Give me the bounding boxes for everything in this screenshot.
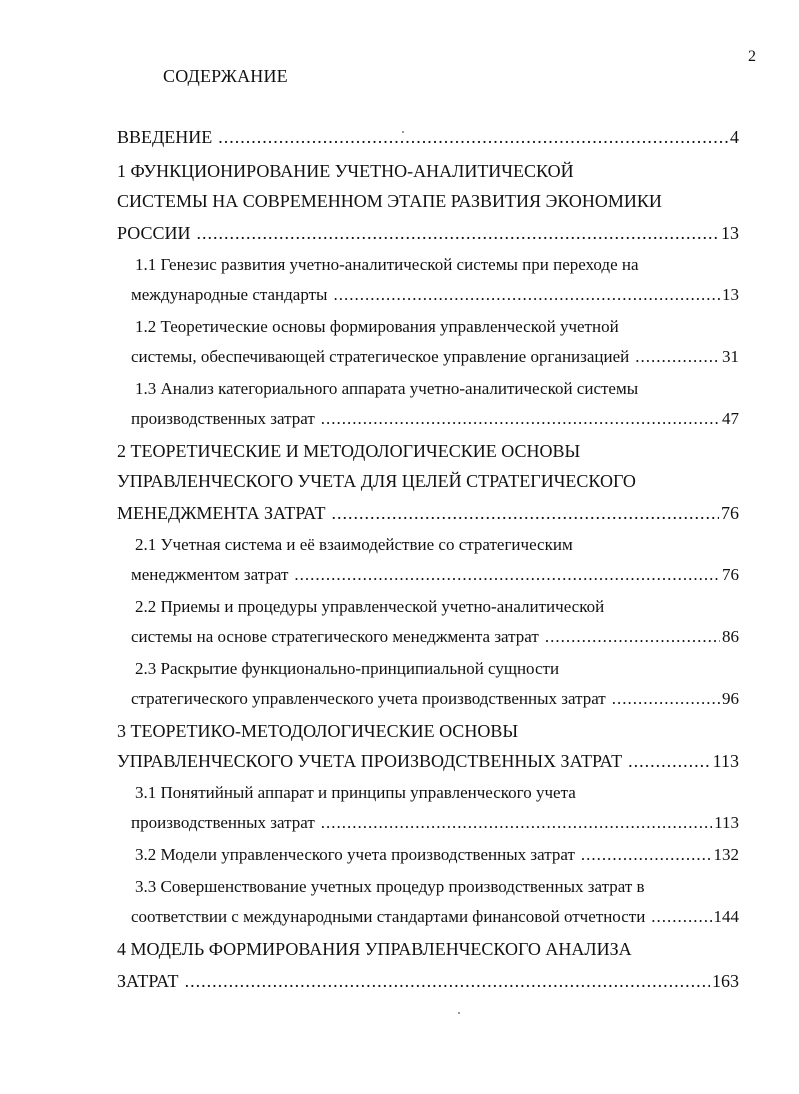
toc-section-1-1-line-1[interactable]: 1.1 Генезис развития учетно-аналитической системы при переходе на [135, 255, 639, 274]
toc-entry-text: МЕНЕДЖМЕНТА ЗАТРАТ [117, 503, 326, 523]
page-number: 2 [748, 48, 756, 65]
toc-page-number: 113 [714, 813, 739, 832]
toc-page-number: 132 [713, 845, 739, 864]
dot-leader [185, 966, 710, 996]
toc-section-3-3-line-1[interactable]: 3.3 Совершенствование учетных процедур производственных затрат в [135, 877, 645, 896]
toc-section-3-3-line-2[interactable] [131, 902, 739, 932]
toc-page-number: 4 [730, 127, 739, 147]
toc-section-1-3-line-1[interactable]: 1.3 Анализ категориального аппарата учетно-аналитической системы [135, 379, 639, 398]
toc-page-number: 76 [722, 565, 739, 584]
toc-entry-text: ВВЕДЕНИЕ [117, 127, 213, 147]
dot-leader [628, 746, 711, 776]
toc-title: СОДЕРЖАНИЕ [163, 66, 288, 86]
toc-section-2-1-line-2[interactable] [131, 560, 739, 590]
dot-leader [545, 622, 720, 652]
toc-section-1-2-line-1[interactable]: 1.2 Теоретические основы формирования управленческой учетной [135, 317, 619, 336]
toc-section-3-1-line-2[interactable] [131, 808, 739, 838]
toc-entry-text: УПРАВЛЕНЧЕСКОГО УЧЕТА ПРОИЗВОДСТВЕННЫХ ЗАТРАТ [117, 751, 623, 771]
dot-leader [196, 218, 719, 248]
toc-page-number: 13 [721, 223, 739, 243]
dot-leader [294, 560, 720, 590]
toc-entry-text: соответствии с международными стандартами финансовой отчетности [131, 907, 646, 926]
toc-section-2-1-line-1[interactable]: 2.1 Учетная система и её взаимодействие со стратегическим [135, 535, 573, 554]
toc-section-2-3-line-2[interactable] [131, 684, 739, 714]
toc-entry-text: РОССИИ [117, 223, 191, 243]
toc-section-2-2-line-1[interactable]: 2.2 Приемы и процедуры управленческой учетно-аналитической [135, 597, 605, 616]
toc-section-1-1-line-2[interactable] [131, 280, 739, 310]
toc-chapter-1-line-3[interactable] [117, 218, 739, 248]
toc-entry-text: менеджментом затрат [131, 565, 289, 584]
dot-leader [333, 280, 720, 310]
toc-page-number: 31 [722, 347, 739, 366]
toc-chapter-3-line-1[interactable]: 3 ТЕОРЕТИКО-МЕТОДОЛОГИЧЕСКИЕ ОСНОВЫ [117, 721, 519, 741]
toc-chapter-2-line-1[interactable]: 2 ТЕОРЕТИЧЕСКИЕ И МЕТОДОЛОГИЧЕСКИЕ ОСНОВЫ [117, 441, 581, 461]
toc-entry-intro[interactable] [117, 122, 739, 152]
toc-entry-text: производственных затрат [131, 813, 315, 832]
toc-entry-text: ЗАТРАТ [117, 971, 179, 991]
toc-page-number: 47 [722, 409, 739, 428]
toc-section-3-1-line-1[interactable]: 3.1 Понятийный аппарат и принципы управленческого учета [135, 783, 576, 802]
toc-chapter-1-line-2[interactable]: СИСТЕМЫ НА СОВРЕМЕННОМ ЭТАПЕ РАЗВИТИЯ ЭКОНОМИКИ [117, 191, 662, 211]
toc-entry-text: международные стандарты [131, 285, 328, 304]
toc-chapter-1-line-1[interactable]: 1 ФУНКЦИОНИРОВАНИЕ УЧЕТНО-АНАЛИТИЧЕСКОЙ [117, 161, 574, 181]
toc-entry-text: системы, обеспечивающей стратегическое управление организацией [131, 347, 630, 366]
toc-page-number: 163 [712, 971, 739, 991]
toc-entry-text: 3.2 Модели управленческого учета производственных затрат [135, 845, 575, 864]
dot-leader [581, 840, 712, 870]
toc-section-3-2[interactable] [135, 840, 739, 870]
toc-page-number: 144 [713, 907, 739, 926]
toc-entry-text: производственных затрат [131, 409, 315, 428]
toc-chapter-4-line-2[interactable] [117, 966, 739, 996]
dot-leader [651, 902, 711, 932]
toc-section-2-2-line-2[interactable] [131, 622, 739, 652]
toc-section-1-3-line-2[interactable] [131, 404, 739, 434]
scan-speck [458, 1012, 460, 1014]
dot-leader [321, 808, 712, 838]
toc-section-2-3-line-1[interactable]: 2.3 Раскрытие функционально-принципиальной сущности [135, 659, 560, 678]
dot-leader [612, 684, 720, 714]
dot-leader [218, 122, 728, 152]
toc-page-number: 113 [712, 751, 739, 771]
dot-leader [321, 404, 720, 434]
toc-chapter-3-line-2[interactable] [117, 746, 739, 776]
toc-entry-text: стратегического управленческого учета производственных затрат [131, 689, 606, 708]
toc-chapter-2-line-2[interactable]: УПРАВЛЕНЧЕСКОГО УЧЕТА ДЛЯ ЦЕЛЕЙ СТРАТЕГИЧЕСКОГО [117, 471, 636, 491]
toc-section-1-2-line-2[interactable] [131, 342, 739, 372]
dot-leader [635, 342, 720, 372]
toc-page-number: 13 [722, 285, 739, 304]
toc-page-number: 96 [722, 689, 739, 708]
scan-speck [402, 131, 404, 133]
toc-entry-text: системы на основе стратегического менеджмента затрат [131, 627, 539, 646]
toc-page-number: 76 [721, 503, 739, 523]
dot-leader [332, 498, 719, 528]
toc-chapter-4-line-1[interactable]: 4 МОДЕЛЬ ФОРМИРОВАНИЯ УПРАВЛЕНЧЕСКОГО АНАЛИЗА [117, 939, 632, 959]
toc-chapter-2-line-3[interactable] [117, 498, 739, 528]
toc-page-number: 86 [722, 627, 739, 646]
